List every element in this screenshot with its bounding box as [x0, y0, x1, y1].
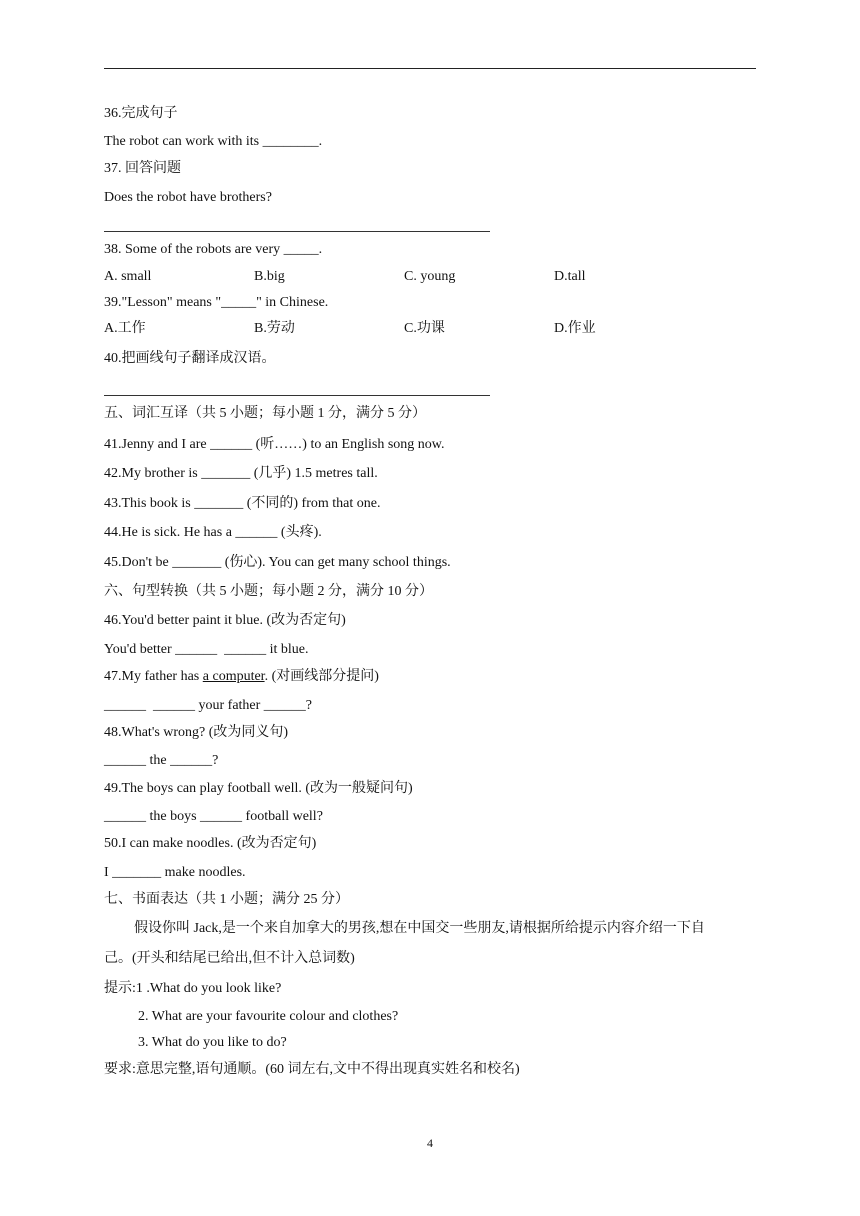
- q47-prefix: 47.My father has: [104, 669, 203, 684]
- q43-text: 43.This book is _______ (不同的) from that one.: [104, 496, 381, 511]
- q47-text: [104, 668, 379, 686]
- q39-option-c: C.功课: [404, 321, 445, 336]
- q38-text: 38. Some of the robots are very _____.: [104, 242, 323, 257]
- q46-answer: You'd better ______ ______ it blue.: [104, 642, 309, 657]
- header-rule: [104, 68, 756, 69]
- q38-option-a: A. small: [104, 269, 152, 284]
- section7-prompt-line1: 假设你叫 Jack,是一个来自加拿大的男孩,想在中国交一些朋友,请根据所给提示内容介绍一下自: [134, 921, 705, 936]
- q46-text: 46.You'd better paint it blue. (改为否定句): [104, 613, 346, 628]
- q38-option-c: C. young: [404, 269, 456, 284]
- q50-answer: I _______ make noodles.: [104, 865, 246, 880]
- q45-text: 45.Don't be _______ (伤心). You can get many school things.: [104, 555, 451, 570]
- q47-answer: ______ ______ your father ______?: [104, 698, 313, 713]
- q40-text: 40.把画线句子翻译成汉语。: [104, 351, 276, 366]
- section7-hint1: 提示:1 .What do you look like?: [104, 981, 282, 996]
- q37-answer-line: [104, 231, 490, 232]
- q49-answer: ______ the boys ______ football well?: [104, 809, 323, 824]
- q39-option-a: A.工作: [104, 321, 146, 336]
- page-number: 4: [427, 1136, 433, 1150]
- q36-title: 36.完成句子: [104, 106, 178, 121]
- q48-text: 48.What's wrong? (改为同义句): [104, 725, 289, 740]
- section7-prompt-line2: 己。(开头和结尾已给出,但不计入总词数): [104, 951, 355, 966]
- q40-answer-line: [104, 395, 490, 396]
- q38-option-d: D.tall: [554, 269, 586, 284]
- section5-heading: 五、词汇互译（共 5 小题；每小题 1 分，满分 5 分）: [104, 406, 426, 421]
- q41-text: 41.Jenny and I are ______ (听……) to an English song now.: [104, 437, 445, 452]
- q47-underlined: a computer: [202, 669, 265, 684]
- q39-text: 39."Lesson" means "_____" in Chinese.: [104, 295, 329, 310]
- q42-text: 42.My brother is _______ (几乎) 1.5 metres tall.: [104, 466, 378, 481]
- q38-option-b: B.big: [254, 269, 285, 284]
- section6-heading: 六、句型转换（共 5 小题；每小题 2 分，满分 10 分）: [104, 584, 433, 599]
- q39-option-d: D.作业: [554, 321, 596, 336]
- q36-text: The robot can work with its ________.: [104, 134, 323, 149]
- q37-text: Does the robot have brothers?: [104, 190, 272, 205]
- q39-option-b: B.劳动: [254, 321, 295, 336]
- section7-hint2: 2. What are your favourite colour and clothes?: [138, 1009, 399, 1024]
- q44-text: 44.He is sick. He has a ______ (头疼).: [104, 525, 322, 540]
- q37-title: 37. 回答问题: [104, 161, 181, 176]
- q48-answer: ______ the ______?: [104, 753, 219, 768]
- q47-suffix: . (对画线部分提问): [264, 669, 379, 684]
- q49-text: 49.The boys can play football well. (改为一般疑问句): [104, 781, 413, 796]
- section7-heading: 七、书面表达（共 1 小题；满分 25 分）: [104, 892, 349, 907]
- q50-text: 50.I can make noodles. (改为否定句): [104, 836, 317, 851]
- section7-requirement: 要求:意思完整,语句通顺。(60 词左右,文中不得出现真实姓名和校名): [104, 1062, 520, 1077]
- section7-hint3: 3. What do you like to do?: [138, 1035, 287, 1050]
